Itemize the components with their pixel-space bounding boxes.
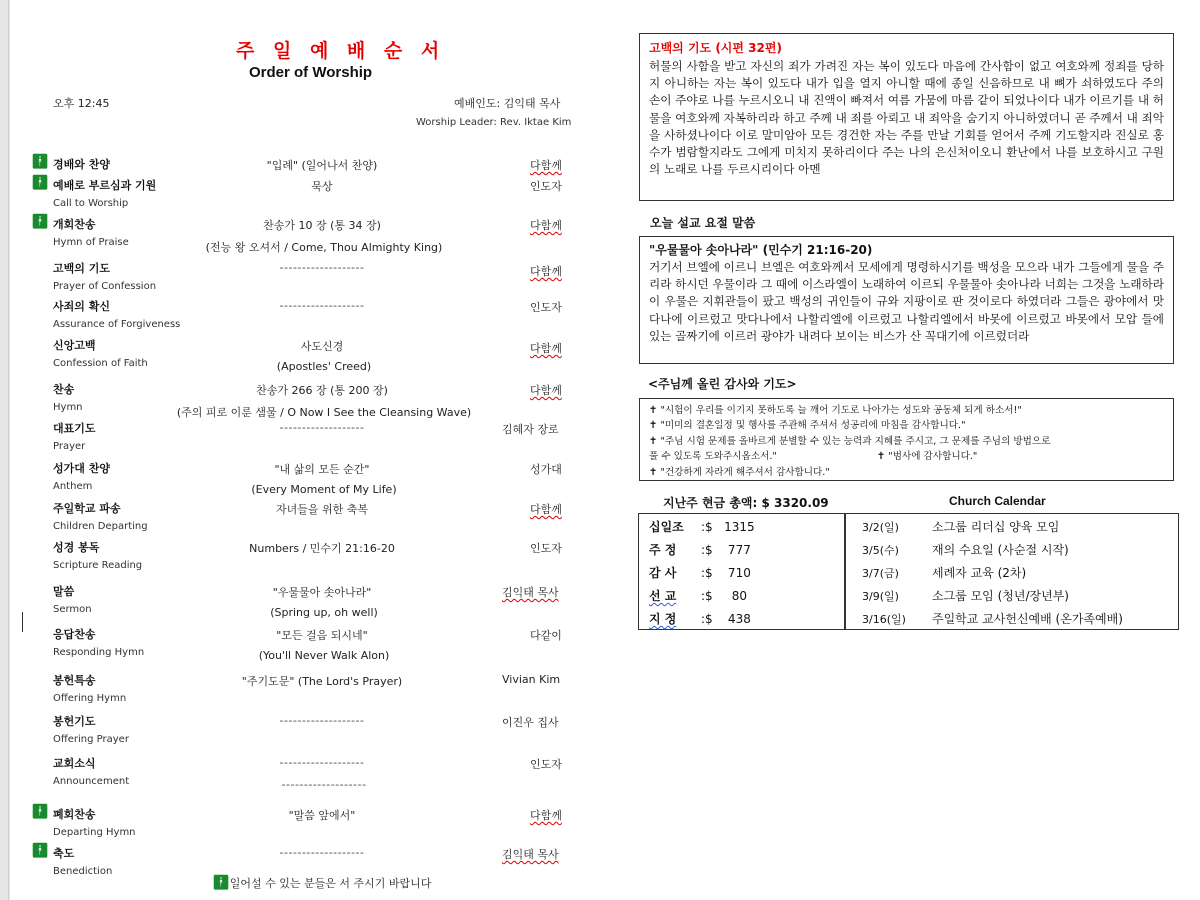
- sermon-verse-heading: "우물물아 솟아나라" (민수기 21:16-20): [649, 243, 873, 257]
- calendar-row: 3/16(일) 주일학교 교사헌신예배 (온가족예배): [862, 612, 1123, 626]
- order-item-label: 예배로 부르심과 기원: [53, 179, 157, 192]
- standing-person-icon: 🚹︎: [31, 175, 49, 191]
- order-item-label: 봉헌기도: [53, 715, 96, 728]
- order-item-label: 성경 봉독: [53, 541, 100, 554]
- order-item-leader: 다함께: [530, 503, 562, 516]
- order-item-english: Departing Hymn: [53, 827, 136, 838]
- sermon-summary-title: 오늘 설교 요절 말씀: [650, 216, 756, 230]
- order-item-label: 응답찬송: [53, 628, 96, 641]
- order-item-content: "내 삶의 모든 순간": [274, 463, 370, 476]
- calendar-row: 3/2(일) 소그룹 리더십 양육 모임: [862, 520, 1060, 534]
- footer-note-text: 일어설 수 있는 분들은 서 주시기 바랍니다: [229, 877, 432, 890]
- order-item-english: Scripture Reading: [53, 560, 143, 571]
- sermon-verse-box: [639, 236, 1174, 364]
- order-item-label: 성가대 찬양: [53, 462, 110, 475]
- order-item-content: "우물물아 솟아나라": [272, 586, 372, 599]
- order-item-content: "주기도문" (The Lord's Prayer): [241, 675, 403, 688]
- order-item-english: Offering Hymn: [53, 693, 127, 704]
- order-item-leader: 다함께: [530, 342, 562, 355]
- order-item-label: 주일학교 파송: [53, 502, 121, 515]
- standing-person-icon: 🚹︎: [31, 214, 49, 230]
- order-item-label: 신앙고백: [53, 339, 96, 352]
- order-item-english: Responding Hymn: [53, 647, 145, 658]
- order-item-content: -------------------: [279, 756, 365, 769]
- finance-total: 지난주 현금 총액: $ 3320.09: [663, 496, 829, 510]
- order-item-label: 대표기도: [53, 422, 96, 435]
- cross-icon: ✝: [876, 451, 886, 463]
- prayer-item: ✝ "건강하게 자라게 해주셔서 감사합니다.": [649, 466, 830, 478]
- order-item-content: 찬송가 10 장 (통 34 장): [263, 219, 381, 232]
- order-item-content: 찬송가 266 장 (통 200 장): [256, 384, 388, 397]
- standing-person-icon: 🚹︎: [31, 843, 49, 859]
- order-item-english: Assurance of Forgiveness: [53, 319, 181, 330]
- order-item-content: -------------------: [279, 846, 365, 859]
- order-item-label: 말씀: [53, 585, 75, 598]
- order-item-subcontent: (Spring up, oh well): [270, 606, 378, 619]
- cross-icon: ✝: [649, 435, 658, 447]
- order-item-leader: 인도자: [530, 758, 562, 771]
- text-cursor[interactable]: [22, 612, 23, 632]
- order-item-content: 자녀들을 위한 축복: [275, 503, 369, 516]
- cross-icon: ✝: [649, 420, 658, 432]
- order-item-content: -------------------: [279, 261, 365, 274]
- order-item-leader: 다함께: [530, 265, 562, 278]
- page-edge-line: [8, 0, 9, 900]
- order-item-label: 봉헌특송: [53, 674, 96, 687]
- sermon-verse-text: 거기서 브엘에 이르니 브엘은 여호와께서 모세에게 명령하시기를 백성을 모으라 내가 그들에게 물을 주리라 하시던 우물이라 그 때에 이스라엘이 노래하여 이르되 우물물아 솟아나라 너희는 그것을 노래하라 이 우물은 지휘관들이 팠고 백성의 귀인들이 규와 지팡이로 판 것이로다 하였더라 그들은 광야에서 맛다나에 이르렀고 맛다나에서 나할리엘에 이르렀고 나할리엘에서 바못에 이르렀고 바못에서 모압 들에 있는 골짜기에 이르러 광야가 내려다 보이는 비스가 산 꼭대기에 이르렀더라: [649, 260, 1164, 343]
- order-item-english: Benediction: [53, 866, 113, 877]
- order-item-content: 묵상: [311, 180, 333, 193]
- order-item-leader: 이진우 집사: [502, 716, 559, 729]
- prayer-item: ✝ "주님 시험 문제를 올바르게 분별할 수 있는 능력과 지혜를 주시고, 그 문제를 주님의 방법으로: [649, 435, 1051, 447]
- prayer-item: 풀 수 있도록 도와주시옵소서." ✝ "범사에 감사합니다.": [649, 451, 978, 463]
- order-item-leader: 다함께: [530, 219, 562, 232]
- order-item-english: Call to Worship: [53, 198, 129, 209]
- order-item-content: "말씀 앞에서": [288, 809, 356, 822]
- prayers-title: <주님께 올린 감사와 기도>: [648, 377, 797, 391]
- confession-heading: 고백의 기도 (시편 32편): [649, 41, 782, 55]
- confession-prayer-box: [639, 33, 1174, 201]
- order-item-content: "입례" (일어나서 찬양): [266, 159, 378, 172]
- calendar-title: Church Calendar: [949, 494, 1046, 508]
- order-item-english: Anthem: [53, 481, 93, 492]
- order-item-english: Hymn of Praise: [53, 237, 129, 248]
- order-item-leader: 다함께: [530, 159, 562, 172]
- order-item-label: 폐회찬송: [53, 808, 96, 821]
- order-item-leader: 김익태 목사: [502, 848, 559, 861]
- order-item-leader: 김익태 목사: [502, 586, 559, 599]
- order-item-subcontent: (Apostles' Creed): [276, 360, 372, 373]
- order-item-subcontent: (Every Moment of My Life): [251, 483, 397, 496]
- order-item-leader: Vivian Kim: [502, 673, 561, 686]
- order-item-leader: 인도자: [530, 542, 562, 555]
- order-item-content: -------------------: [279, 714, 365, 727]
- standing-person-icon: 🚹︎: [31, 804, 49, 820]
- footer-note: [212, 875, 431, 891]
- order-item-english: Confession of Faith: [53, 358, 148, 369]
- prayers-box: [639, 398, 1174, 481]
- order-item-leader: 김혜자 장로: [502, 423, 559, 436]
- order-item-leader: 인도자: [530, 180, 562, 193]
- standing-person-icon: 🚹︎: [212, 875, 230, 891]
- order-item-label: 사죄의 확신: [53, 300, 110, 313]
- order-item-english: Announcement: [53, 776, 130, 787]
- order-item-leader: 다같이: [530, 629, 562, 642]
- order-item-english: Offering Prayer: [53, 734, 129, 745]
- prayer-item: ✝ "시험이 우리를 이기지 못하도록 늘 깨어 기도로 나아가는 성도와 공동체 되게 하소서!": [649, 405, 1022, 416]
- order-item-subcontent: (전능 왕 오셔서 / Come, Thou Almighty King): [205, 241, 443, 254]
- order-item-content: 사도신경: [300, 340, 344, 353]
- confession-text: 허물의 사함을 받고 자신의 죄가 가려진 자는 복이 있도다 마음에 간사함이 없고 여호와께 정죄를 당하지 아니하는 자는 복이 있도다 내가 입을 열지 아니할 때에 종일 신음하므로 내 뼈가 쇠하였도다 주의 손이 주야로 나를 누르시오니 내 진액이 빠져서 여름 가뭄에 마름 같이 되었나이다 내가 이르기를 내 허물을 여호와께 자복하리라 하고 주께 내 죄를 아뢰고 내 죄악을 숨기지 아니하였더니 곧 주께서 내 죄악을 사하셨나이다 이로 말미암아 모든 경건한 자는 주를 만날 기회를 얻어서 주께 기도할지라 진실로 홍수가 범람할지라도 그에게 미치지 못하리이다 주는 나의 은신처이오니 환난에서 나를 보호하시고 구원의 노래로 나를 두르시리이다 아멘: [649, 59, 1164, 177]
- order-item-subcontent: -------------------: [281, 778, 367, 791]
- title-korean: 주 일 예 배 순 서: [236, 40, 446, 62]
- finance-row: 선 교 :$ 80: [649, 589, 748, 603]
- title-english: Order of Worship: [249, 64, 373, 81]
- order-item-subcontent: (You'll Never Walk Alon): [258, 649, 390, 662]
- cross-icon: ✝: [649, 466, 658, 478]
- calendar-row: 3/7(금) 세례자 교육 (2차): [862, 566, 1027, 580]
- finance-table: [638, 513, 845, 630]
- worship-leader-ko: 예배인도: 김익태 목사: [454, 97, 561, 110]
- calendar-row: 3/5(수) 재의 수요일 (사순절 시작): [862, 543, 1069, 557]
- order-item-english: Children Departing: [53, 521, 148, 532]
- service-time: 오후 12:45: [53, 97, 110, 110]
- order-item-label: 찬송: [53, 383, 75, 396]
- order-item-label: 교회소식: [53, 757, 96, 770]
- order-item-label: 개회찬송: [53, 218, 96, 231]
- finance-row: 주 정 :$ 777: [649, 543, 751, 557]
- order-item-content: -------------------: [279, 421, 365, 434]
- order-item-leader: 다함께: [530, 809, 562, 822]
- order-item-label: 축도: [53, 847, 75, 860]
- order-item-content: "모든 걸음 되시네": [276, 629, 368, 642]
- order-item-content: -------------------: [279, 299, 365, 312]
- cross-icon: ✝: [649, 405, 658, 416]
- order-item-label: 고백의 기도: [53, 262, 110, 275]
- prayer-item: ✝ "미미의 결혼일정 및 행사를 주관해 주셔서 성공리에 마침을 감사합니다.": [649, 420, 966, 432]
- order-item-english: Prayer of Confession: [53, 281, 157, 292]
- order-item-leader: 인도자: [530, 301, 562, 314]
- order-item-leader: 성가대: [530, 463, 562, 476]
- calendar-row: 3/9(일) 소그룹 모임 (청년/장년부): [862, 589, 1069, 603]
- worship-leader-en: Worship Leader: Rev. Iktae Kim: [416, 117, 572, 128]
- order-item-leader: 다함께: [530, 384, 562, 397]
- order-item-english: Hymn: [53, 402, 83, 413]
- order-item-subcontent: (주의 피로 이룬 샘물 / O Now I See the Cleansing Wave): [176, 406, 472, 419]
- order-item-label: 경배와 찬양: [53, 158, 110, 171]
- finance-row: 지 정 :$ 438: [649, 612, 751, 626]
- order-item-english: Prayer: [53, 441, 86, 452]
- calendar-table: [845, 513, 1179, 630]
- finance-row: 십일조 :$ 1315: [649, 520, 755, 534]
- finance-row: 감 사 :$ 710: [649, 566, 751, 580]
- order-item-content: Numbers / 민수기 21:16-20: [249, 542, 395, 555]
- standing-person-icon: 🚹︎: [31, 154, 49, 170]
- order-item-english: Sermon: [53, 604, 92, 615]
